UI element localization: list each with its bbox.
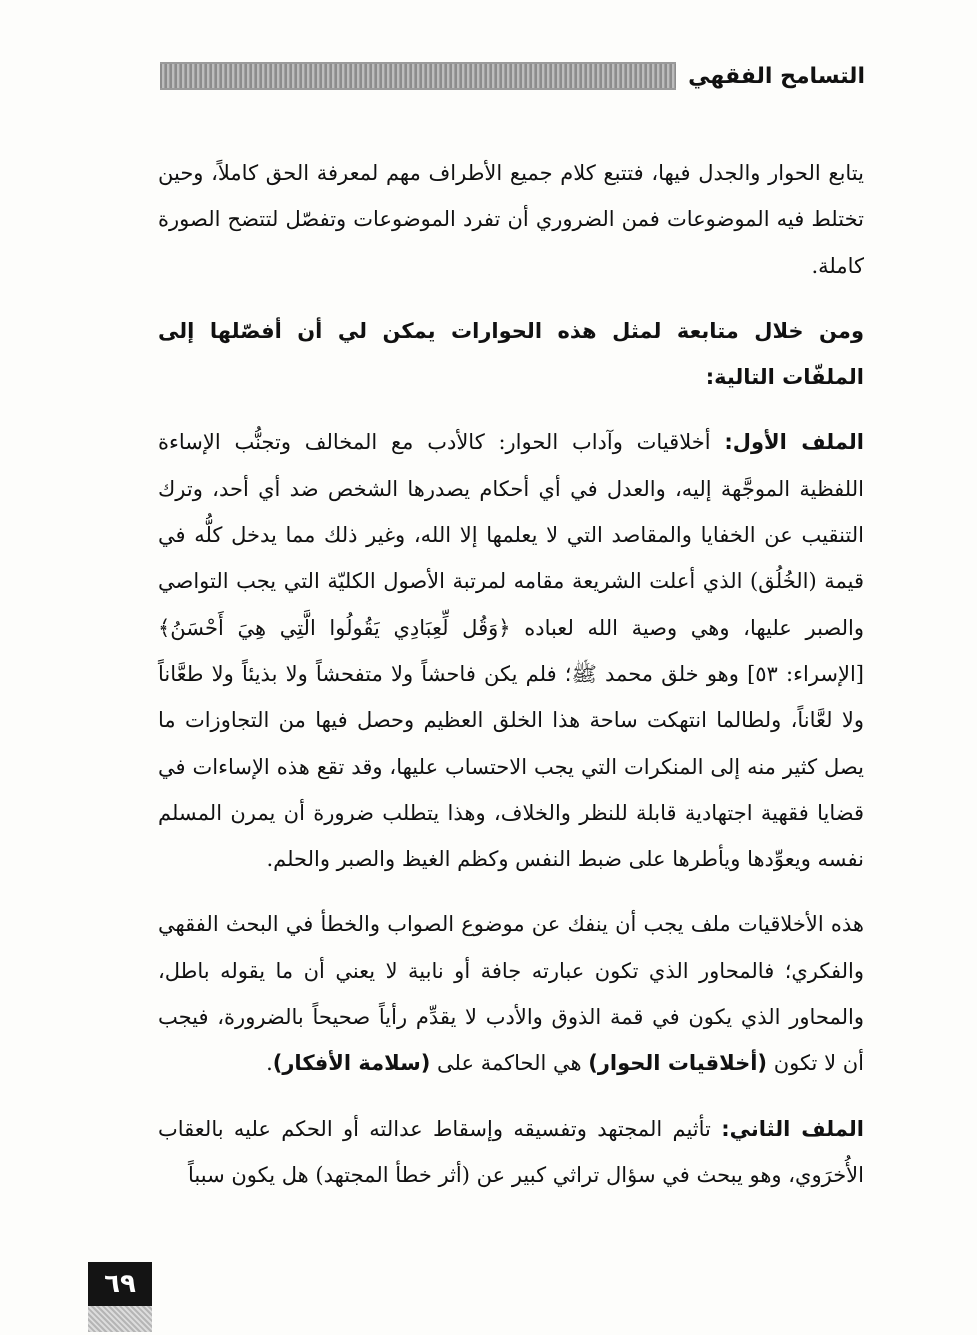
header-rule [160, 62, 676, 90]
dialogue-ethics-term: (أخلاقيات الحوار) [588, 1051, 768, 1076]
paragraph-4-text: هذه الأخلاقيات ملف يجب أن ينفك عن موضوع الصواب والخطأ في البحث الفقهي والفكري؛ فالمحاور الذي تكون عبارته جافة أو نابية لا يعني أن ما يقوله باطل، والمحاور الذي يكون في قمة الذوق والأدب لا يقدِّم رأياً صحيحاً بالضرورة، فيجب أن لا تكون [158, 912, 864, 1076]
paragraph-5 [158, 1106, 864, 1199]
ideas-soundness-term: (سلامة الأفكار) [272, 1051, 431, 1076]
header-title: التسامح الفقهي [688, 63, 865, 89]
running-header [160, 56, 865, 96]
file-two-label: الملف الثاني: [721, 1116, 865, 1141]
paragraph-4 [158, 901, 864, 1086]
paragraph-2: ومن خلال متابعة لمثل هذه الحوارات يمكن لي أن أفصّلها إلى الملفّات التالية: [158, 318, 864, 390]
paragraph-4-mid: هي الحاكمة على [430, 1051, 589, 1076]
page-number: ٦٩ [88, 1262, 152, 1306]
file-one-text: أخلاقيات وآداب الحوار: كالأدب مع المخالف وتجنُّب الإساءة اللفظية الموجَّهة إليه، والعدل في أي أحكام يصدرها الشخص ضد أي أحد، وترك التنقيب عن الخفايا والمقاصد التي لا يعلمها إلا الله، وغير ذلك مما يدخل كلُّه في قيمة (الخُلُق) الذي أعلت الشريعة مقامه لمرتبة الأصول الكليّة التي يجب التواصي والصبر عليها، وهي وصية الله لعباده ﴿وَقُل لِّعِبَادِي يَقُولُوا الَّتِي هِيَ أَحْسَنُ﴾ [الإسراء: ٥٣] وهو خلق محمد ﷺ؛ فلم يكن فاحشاً ولا متفحشاً ولا بذيئاً ولا طعَّاناً ولا لعَّاناً، ولطالما انتهكت ساحة هذا الخلق العظيم وحصل فيها من التجاوزات ما يصل كثير منه إلى المنكرات التي يجب الاحتساب عليها، وقد تقع هذه الإساءات في قضايا فقهية اجتهادية قابلة للنظر والخلاف، وهذا يتطلب ضرورة أن يمرن المسلم نفسه ويعوِّدها ويأطرها على ضبط النفس وكظم الغيظ والصبر والحلم. [158, 430, 865, 872]
page-number-shading [88, 1306, 152, 1332]
file-two-text: تأثيم المجتهد وتفسيقه وإسقاط عدالته أو الحكم عليه بالعقاب الأُخرَوي، وهو يبحث في سؤال تراثي كبير عن (أثر خطأ المجتهد) هل يكون سبباً [158, 1116, 864, 1187]
page-body [158, 150, 864, 1198]
paragraph-3 [158, 419, 864, 882]
paragraph-4-end: . [266, 1051, 273, 1076]
paragraph-1: يتابع الحوار والجدل فيها، فتتبع كلام جميع الأطراف مهم لمعرفة الحق كاملاً، وحين تختلط فيه الموضوعات فمن الضروري أن تفرد الموضوعات وتفصّل لتتضح الصورة كاملة. [158, 161, 864, 278]
file-one-label: الملف الأول: [724, 430, 864, 455]
